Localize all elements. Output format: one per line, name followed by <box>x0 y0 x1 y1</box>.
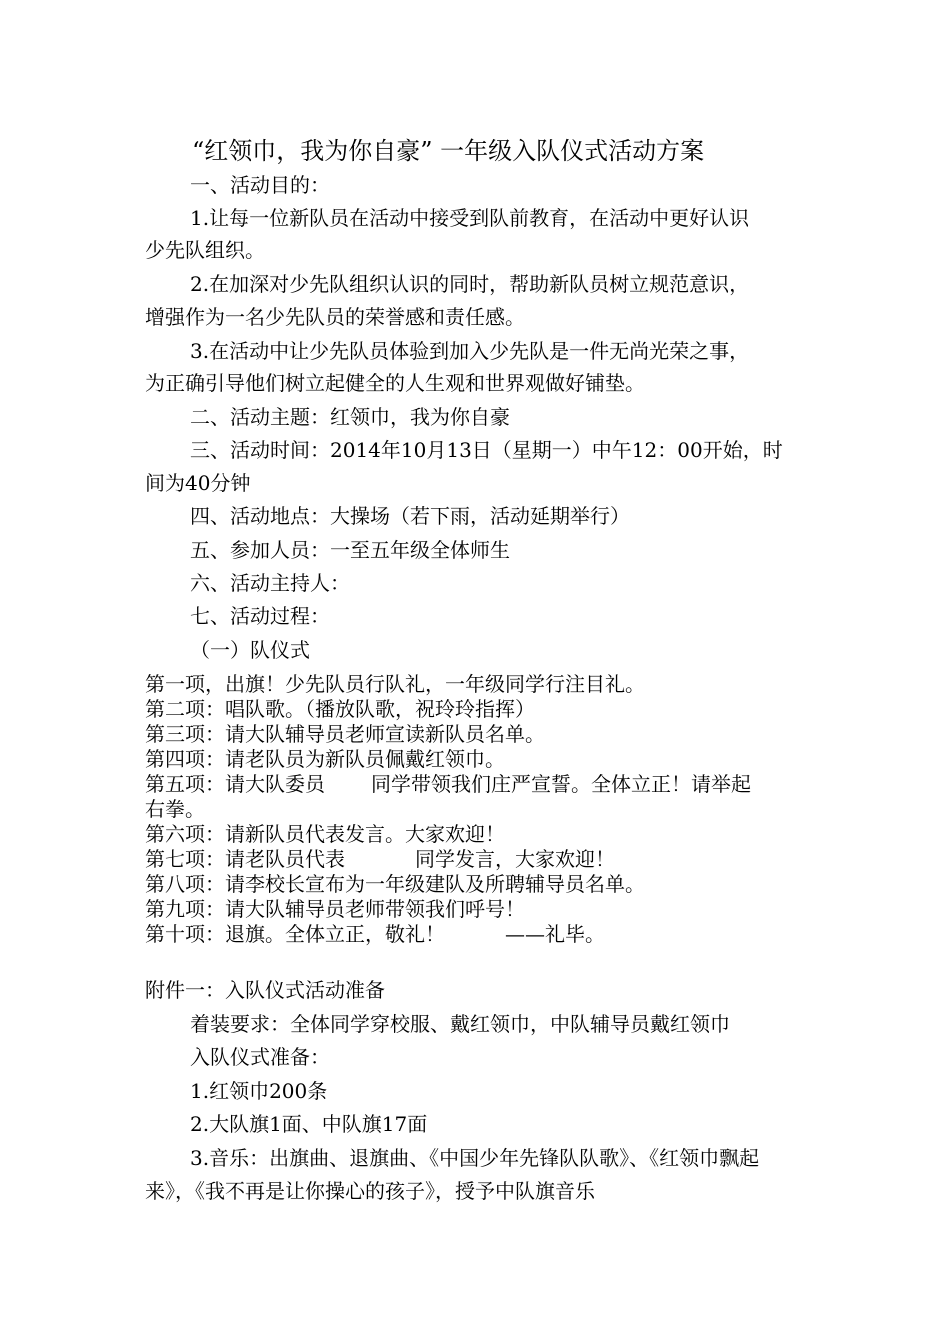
step-10-part-a: 第十项：退旗。全体立正，敬礼！ <box>145 922 445 946</box>
process-line: 七、活动过程： <box>190 604 330 628</box>
step-9: 第九项：请大队辅导员老师带领我们呼号！ <box>145 897 525 921</box>
prep-item-3-line-1: 3.音乐：出旗曲、退旗曲、《中国少年先锋队队歌》、《红领巾飘起 <box>190 1146 760 1170</box>
purpose-item-1-text: 1.让每一位新队员在活动中接受到队前教育，在活动中更好认识 <box>190 206 750 230</box>
prep-item-1: 1.红领巾200条 <box>190 1079 328 1103</box>
theme-line: 二、活动主题：红领巾，我为你自豪 <box>190 405 510 429</box>
step-10-part-b: ——礼毕。 <box>505 922 605 946</box>
step-5 <box>145 771 751 797</box>
step-6: 第六项：请新队员代表发言。大家欢迎！ <box>145 822 505 846</box>
step-10 <box>145 921 605 947</box>
step-5-part-a: 第五项：请大队委员 <box>145 772 325 796</box>
document-title: “红领巾，我为你自豪” 一年级入队仪式活动方案 <box>192 137 705 165</box>
purpose-item-1-line-2: 少先队组织。 <box>145 238 265 262</box>
dress-requirement: 着装要求：全体同学穿校服、戴红领巾，中队辅导员戴红领巾 <box>190 1012 730 1036</box>
participants-line: 五、参加人员：一至五年级全体师生 <box>190 538 510 562</box>
step-5-part-b: 同学带领我们庄严宣誓。全体立正！请举起 <box>371 772 751 796</box>
time-line-2: 间为40分钟 <box>145 471 251 495</box>
prep-item-2: 2.大队旗1面、中队旗17面 <box>190 1112 428 1136</box>
purpose-item-3-line-1: 3.在活动中让少先队员体验到加入少先队是一件无尚光荣之事， <box>190 339 750 363</box>
purpose-item-1-line-1 <box>190 205 807 231</box>
prep-item-3-line-2: 来》，《我不再是让你操心的孩子》，授予中队旗音乐 <box>145 1179 595 1203</box>
step-2: 第二项：唱队歌。（播放队歌，祝玲玲指挥） <box>145 697 535 721</box>
preparation-heading: 入队仪式准备： <box>190 1045 330 1069</box>
purpose-item-2-line-1: 2.在加深对少先队组织认识的同时，帮助新队员树立规范意识， <box>190 272 750 296</box>
step-5-continued: 右拳。 <box>145 797 205 821</box>
step-4: 第四项：请老队员为新队员佩戴红领巾。 <box>145 747 505 771</box>
step-1: 第一项，出旗！少先队员行队礼，一年级同学行注目礼。 <box>145 672 645 696</box>
purpose-heading: 一、活动目的： <box>190 173 330 197</box>
appendix-heading: 附件一：入队仪式活动准备 <box>145 978 385 1002</box>
time-line-1: 三、活动时间：2014年10月13日（星期一）中午12：00开始，时 <box>190 438 783 462</box>
step-3: 第三项：请大队辅导员老师宣读新队员名单。 <box>145 722 545 746</box>
step-7-part-a: 第七项：请老队员代表 <box>145 847 345 871</box>
host-line: 六、活动主持人： <box>190 571 350 595</box>
step-8: 第八项：请李校长宣布为一年级建队及所聘辅导员名单。 <box>145 872 645 896</box>
purpose-item-2-line-2: 增强作为一名少先队员的荣誉感和责任感。 <box>145 305 525 329</box>
step-7-part-b: 同学发言，大家欢迎！ <box>415 847 615 871</box>
location-line: 四、活动地点：大操场（若下雨，活动延期举行） <box>190 504 630 528</box>
ceremony-heading: （一）队仪式 <box>190 638 310 662</box>
step-7 <box>145 846 615 872</box>
purpose-item-3-line-2: 为正确引导他们树立起健全的人生观和世界观做好铺垫。 <box>145 371 645 395</box>
